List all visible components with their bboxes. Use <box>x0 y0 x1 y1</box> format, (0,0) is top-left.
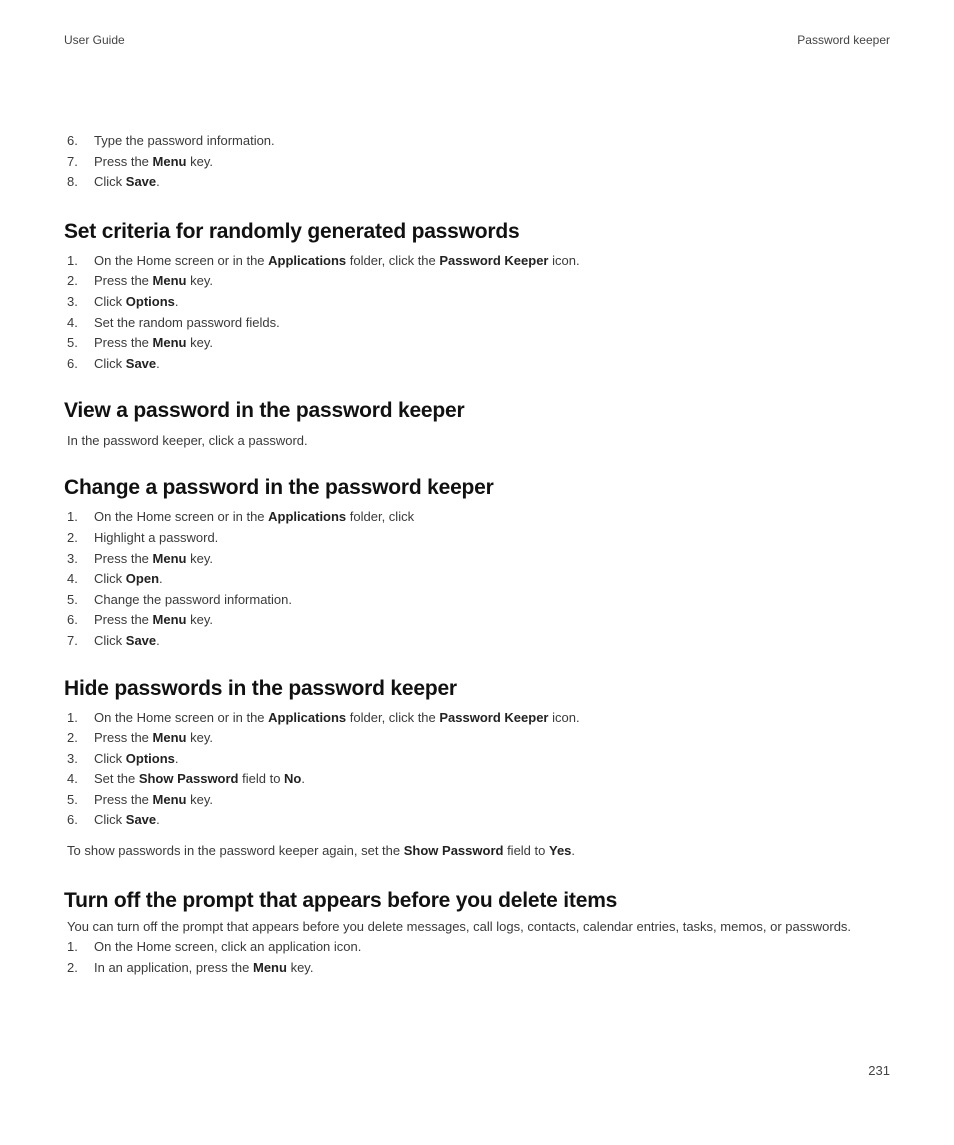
step-number: 3. <box>67 550 78 566</box>
list-item <box>64 251 894 272</box>
section-heading-random-password-criteria: Set criteria for randomly generated passwords <box>64 219 520 243</box>
step-text: Press the Menu key. <box>94 335 213 351</box>
running-header-section: Password keeper <box>797 33 890 47</box>
delete-prompt-steps <box>64 937 894 978</box>
delete-prompt-paragraph: You can turn off the prompt that appears before you delete messages, call logs, contacts, calendar entries, tasks, memos, or passwords. <box>67 919 852 935</box>
step-text: In an application, press the Menu key. <box>94 959 314 975</box>
step-number: 4. <box>67 571 78 587</box>
list-item <box>64 549 894 570</box>
section-heading-turn-off-delete-prompt: Turn off the prompt that appears before you delete items <box>64 889 618 913</box>
list-item <box>64 749 894 770</box>
list-item <box>64 569 894 590</box>
section-heading-change-password: Change a password in the password keeper <box>64 476 494 500</box>
step-number: 5. <box>67 791 78 807</box>
step-number: 3. <box>67 293 78 309</box>
list-item <box>64 528 894 549</box>
step-text: Type the password information. <box>94 133 275 148</box>
step-text: Press the Menu key. <box>94 612 213 628</box>
intro-step-8 <box>64 172 894 193</box>
step-text: Change the password information. <box>94 591 293 607</box>
change-password-steps <box>64 507 894 651</box>
list-item <box>64 507 894 528</box>
step-number: 1. <box>67 252 78 268</box>
step-number: 4. <box>67 771 78 787</box>
page-number: 231 <box>868 1063 890 1078</box>
list-item <box>64 769 894 790</box>
step-text: Highlight a password. <box>94 529 219 545</box>
section-heading-hide-passwords: Hide passwords in the password keeper <box>64 676 457 700</box>
step-number: 4. <box>67 314 78 330</box>
step-number: 1. <box>67 509 78 525</box>
step-number: 8. <box>67 174 78 190</box>
list-item <box>64 271 894 292</box>
step-number: 5. <box>67 335 78 351</box>
step-number: 6. <box>67 355 78 371</box>
step-text: Click Options. <box>94 750 179 766</box>
view-password-paragraph: In the password keeper, click a password. <box>67 433 308 449</box>
step-number: 7. <box>67 632 78 648</box>
list-item <box>64 728 894 749</box>
step-number: 7. <box>67 153 78 169</box>
step-text: On the Home screen or in the Applications folder, click the Password Keeper icon. <box>94 252 580 268</box>
step-text: Click Save. <box>94 355 160 371</box>
step-number: 6. <box>67 812 78 828</box>
intro-step-6 <box>64 131 894 152</box>
intro-step-7 <box>64 152 894 173</box>
list-item <box>64 292 894 313</box>
step-number: 2. <box>67 273 78 289</box>
step-number: 6. <box>67 133 78 148</box>
list-item <box>64 937 894 958</box>
running-header-guide-title: User Guide <box>64 33 125 47</box>
step-text: Press the Menu key. <box>94 550 213 566</box>
step-text: Click Save. <box>94 174 160 190</box>
page-content <box>64 131 894 978</box>
step-text: Click Options. <box>94 293 179 309</box>
step-text: Set the random password fields. <box>94 314 280 330</box>
step-number: 3. <box>67 750 78 766</box>
step-number: 1. <box>67 939 78 955</box>
step-text: Press the Menu key. <box>94 730 213 746</box>
list-item <box>64 631 894 652</box>
step-text: Click Open. <box>94 571 163 587</box>
step-number: 6. <box>67 612 78 628</box>
step-number: 2. <box>67 730 78 746</box>
list-item <box>64 610 894 631</box>
step-number: 1. <box>67 709 78 725</box>
list-item <box>64 354 894 375</box>
step-text: Set the Show Password field to No. <box>94 771 306 787</box>
step-number: 5. <box>67 591 78 607</box>
list-item <box>64 810 894 831</box>
step-text: On the Home screen or in the Applications folder, click the Password Keeper icon. <box>94 709 580 725</box>
show-passwords-note: To show passwords in the password keeper again, set the Show Password field to Yes. <box>67 843 576 859</box>
step-text: Click Save. <box>94 632 160 648</box>
step-text: On the Home screen, click an application icon. <box>94 939 362 955</box>
list-item <box>64 590 894 611</box>
section-heading-view-password: View a password in the password keeper <box>64 399 465 423</box>
step-text: Press the Menu key. <box>94 153 213 169</box>
list-item <box>64 313 894 334</box>
step-number: 2. <box>67 529 78 545</box>
step-text: Press the Menu key. <box>94 273 213 289</box>
step-text: Click Save. <box>94 812 160 828</box>
step-number: 2. <box>67 959 78 975</box>
list-item <box>64 790 894 811</box>
random-criteria-steps <box>64 251 894 375</box>
list-item <box>64 333 894 354</box>
list-item <box>64 708 894 729</box>
step-text: On the Home screen or in the Applications folder, click <box>94 509 415 525</box>
hide-passwords-steps <box>64 708 894 832</box>
list-item <box>64 958 894 979</box>
intro-steps <box>64 131 894 193</box>
step-text: Press the Menu key. <box>94 791 213 807</box>
